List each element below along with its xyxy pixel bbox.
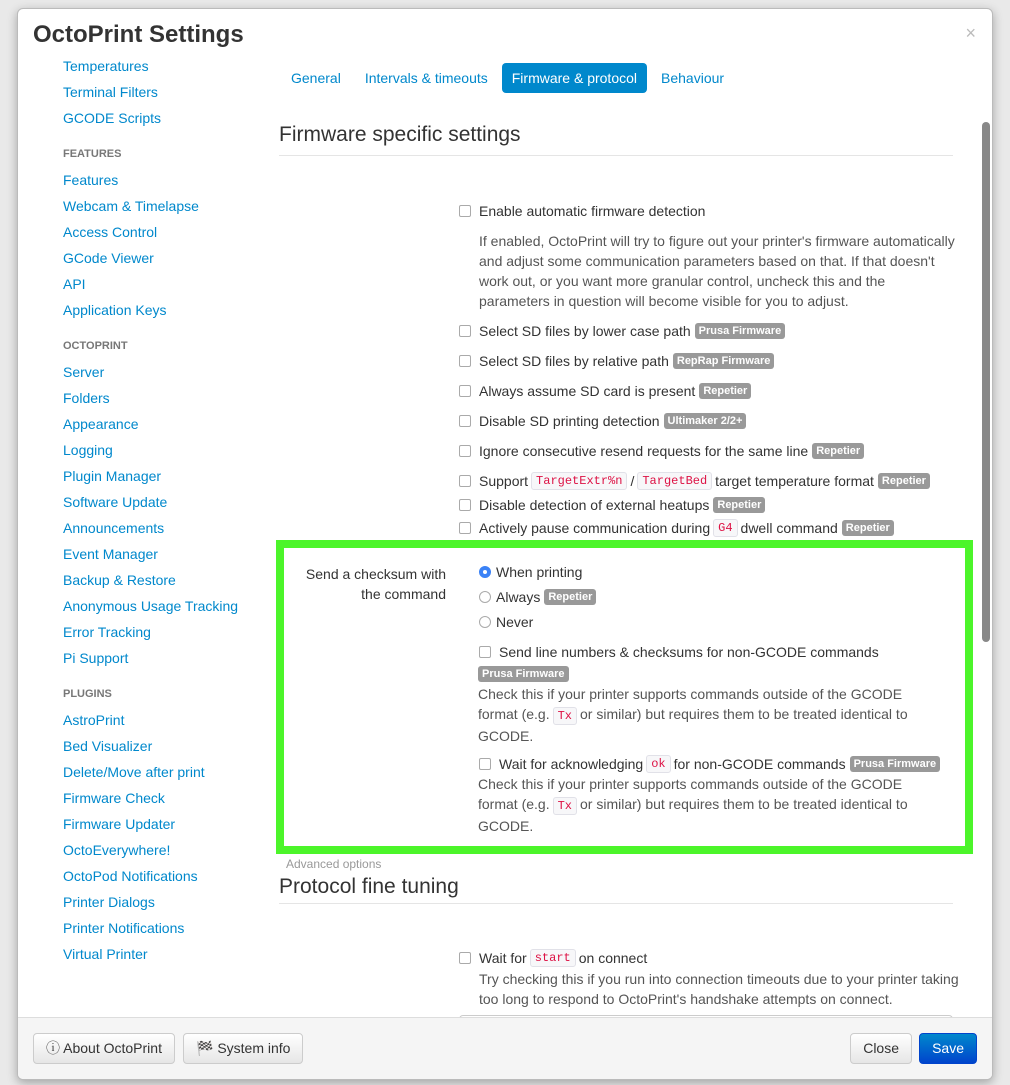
label: When printing — [496, 564, 583, 580]
sidebar-item[interactable]: Pi Support — [63, 650, 129, 666]
dialog-title: OctoPrint Settings — [33, 21, 244, 48]
sidebar-item[interactable]: Bed Visualizer — [63, 738, 153, 754]
badge: Prusa Firmware — [478, 666, 569, 682]
badge: Ultimaker 2/2+ — [664, 413, 747, 429]
badge: Repetier — [544, 589, 596, 605]
sidebar-item[interactable]: Application Keys — [63, 302, 167, 318]
label: Actively pause communication during — [479, 520, 711, 536]
tab-firmware[interactable]: Firmware & protocol — [502, 63, 647, 93]
code: start — [530, 949, 576, 967]
label: Never — [496, 614, 534, 630]
help-text: Try checking this if you run into connection timeouts due to your printer taking too long to respond to OctoPrint's handshake attempts on connect. — [479, 971, 959, 1007]
sidebar-item[interactable]: OctoEverywhere! — [63, 842, 171, 858]
label: System info — [217, 1040, 291, 1056]
sidebar-item[interactable]: Folders — [63, 390, 110, 406]
badge: Prusa Firmware — [850, 756, 941, 772]
label: on connect — [578, 950, 648, 966]
label: Select SD files by relative path — [479, 353, 669, 369]
label: Always assume SD card is present — [479, 383, 696, 399]
option-resend[interactable] — [459, 443, 864, 459]
advanced-options-link[interactable]: Advanced options — [286, 857, 382, 871]
label: dwell command — [740, 520, 838, 536]
sidebar-item[interactable]: Printer Dialogs — [63, 894, 155, 910]
radio-when-printing[interactable] — [479, 564, 582, 580]
about-button[interactable] — [33, 1033, 175, 1064]
badge: Repetier — [878, 473, 930, 489]
section-title: Firmware specific settings — [279, 123, 521, 146]
sidebar-item[interactable]: OctoPod Notifications — [63, 868, 198, 884]
label: for non-GCODE commands — [673, 756, 846, 772]
section-title: Protocol fine tuning — [279, 875, 459, 898]
label: Send line numbers & checksums for non-GCODE commands — [499, 644, 879, 660]
sidebar-item[interactable]: Access Control — [63, 224, 158, 240]
checkbox[interactable] — [459, 952, 471, 964]
badge: Repetier — [713, 497, 765, 513]
label: Ignore consecutive resend requests for the same line — [479, 443, 809, 459]
divider — [279, 903, 953, 904]
sidebar-item[interactable]: Anonymous Usage Tracking — [63, 598, 239, 614]
text: Check this if your printer supports commands outside of the GCODE format (e.g. — [478, 686, 903, 722]
checkbox[interactable] — [459, 522, 471, 534]
auto-detect-option[interactable] — [459, 203, 705, 219]
close-icon[interactable]: × — [965, 23, 976, 43]
badge: Repetier — [699, 383, 751, 399]
badge: Prusa Firmware — [695, 323, 786, 339]
tab-behaviour[interactable]: Behaviour — [661, 70, 725, 86]
checkbox[interactable] — [459, 385, 471, 397]
label: Disable SD printing detection — [479, 413, 660, 429]
help-text — [478, 662, 928, 746]
sidebar-item[interactable]: Virtual Printer — [63, 946, 148, 962]
checkbox[interactable] — [479, 758, 491, 770]
checkbox[interactable] — [459, 355, 471, 367]
checkbox[interactable] — [459, 475, 471, 487]
sidebar-item[interactable]: Webcam & Timelapse — [63, 198, 199, 214]
sidebar-item[interactable]: Plugin Manager — [63, 468, 162, 484]
sidebar-item[interactable]: Firmware Updater — [63, 816, 176, 832]
label: Select SD files by lower case path — [479, 323, 691, 339]
sidebar-item[interactable]: Error Tracking — [63, 624, 151, 640]
sidebar-section-header: PLUGINS — [63, 688, 112, 700]
option-wait-start[interactable] — [459, 949, 647, 967]
tabs — [281, 63, 734, 93]
radio[interactable] — [479, 616, 491, 628]
badge: Repetier — [842, 520, 894, 536]
system-info-button[interactable] — [183, 1033, 303, 1064]
sidebar-item[interactable]: Printer Notifications — [63, 920, 185, 936]
code: ok — [646, 755, 670, 773]
label: Wait for acknowledging — [499, 756, 644, 772]
save-button[interactable]: Save — [919, 1033, 977, 1064]
option-pause[interactable] — [459, 519, 894, 537]
label: target temperature format — [715, 473, 874, 489]
sidebar-item[interactable]: Temperatures — [63, 58, 149, 74]
badge: RepRap Firmware — [673, 353, 775, 369]
separator: / — [630, 473, 635, 489]
sidebar-item[interactable]: Software Update — [63, 494, 168, 510]
radio[interactable] — [479, 566, 491, 578]
sidebar-item[interactable]: Backup & Restore — [63, 572, 176, 588]
sidebar-item[interactable]: Delete/Move after print — [63, 764, 205, 780]
sidebar-item[interactable]: Event Manager — [63, 546, 158, 562]
sidebar-item[interactable]: AstroPrint — [63, 712, 125, 728]
radio[interactable] — [479, 591, 491, 603]
label: Wait for — [479, 950, 527, 966]
help-text — [478, 774, 928, 836]
radio-never[interactable] — [479, 614, 533, 630]
code: TargetBed — [637, 472, 712, 490]
label: Support — [479, 473, 529, 489]
option-sd-present[interactable] — [459, 383, 751, 399]
tab-general[interactable]: General — [291, 70, 341, 86]
option-lowercase[interactable] — [459, 323, 785, 339]
sidebar-item[interactable]: GCode Viewer — [63, 250, 154, 266]
dialog-footer — [18, 1017, 992, 1079]
checkbox[interactable] — [479, 646, 491, 658]
close-button[interactable]: Close — [850, 1033, 912, 1064]
checkbox[interactable] — [459, 445, 471, 457]
sidebar-item[interactable]: Terminal Filters — [63, 84, 158, 100]
label: Enable automatic firmware detection — [479, 203, 706, 219]
help-text: If enabled, OctoPrint will try to figure out your printer's firmware automatically and adjust some communication parameters based on that. If that doesn't work out, or you want more granular control, uncheck this and the parameters in question will become visible for you to adjust. — [479, 233, 955, 309]
sidebar-item[interactable]: Announcements — [63, 520, 165, 536]
option-wait-ok[interactable] — [479, 755, 940, 773]
option-sd-detect[interactable] — [459, 413, 746, 429]
option-target-format[interactable] — [459, 472, 930, 490]
sidebar-item[interactable]: Appearance — [63, 416, 139, 432]
label: About OctoPrint — [63, 1040, 162, 1056]
checksum-label: Send a checksum with the command — [305, 566, 446, 602]
label: Disable detection of external heatups — [479, 497, 710, 513]
flag-icon: 🏁 — [196, 1040, 214, 1056]
sidebar-item[interactable]: Features — [63, 172, 119, 188]
text: or similar) but requires them to be treated identical to GCODE. — [478, 796, 908, 834]
sidebar-item[interactable]: Server — [63, 364, 105, 380]
code: Tx — [553, 797, 577, 815]
dialog-header — [18, 9, 992, 59]
checkbox[interactable] — [459, 205, 471, 217]
option-nongcode-checksum[interactable] — [479, 644, 879, 660]
option-relative[interactable] — [459, 353, 774, 369]
sidebar-item[interactable]: Logging — [63, 442, 113, 458]
code: G4 — [713, 519, 737, 537]
sidebar-section-header: FEATURES — [63, 148, 122, 160]
checkbox[interactable] — [459, 325, 471, 337]
checkbox[interactable] — [459, 415, 471, 427]
info-icon: ⓘ — [46, 1040, 60, 1056]
divider — [279, 155, 953, 156]
sidebar-section-header: OCTOPRINT — [63, 340, 128, 352]
tab-intervals[interactable]: Intervals & timeouts — [364, 70, 488, 86]
code: TargetExtr%n — [531, 472, 627, 490]
highlight-box — [276, 540, 973, 854]
scrollbar[interactable] — [982, 122, 990, 642]
text: Check this if your printer supports commands outside of the GCODE format (e.g. — [478, 776, 903, 812]
option-heatups[interactable] — [459, 497, 765, 513]
sidebar-item[interactable]: GCODE Scripts — [63, 110, 162, 126]
code: Tx — [553, 707, 577, 725]
sidebar-item[interactable]: API — [63, 276, 86, 292]
badge: Repetier — [812, 443, 864, 459]
sidebar-item[interactable]: Firmware Check — [63, 790, 165, 806]
checkbox[interactable] — [459, 499, 471, 511]
settings-sidebar — [63, 53, 283, 967]
label: Always — [496, 589, 541, 605]
radio-always[interactable] — [479, 589, 596, 605]
text: or similar) but requires them to be treated identical to GCODE. — [478, 706, 908, 744]
